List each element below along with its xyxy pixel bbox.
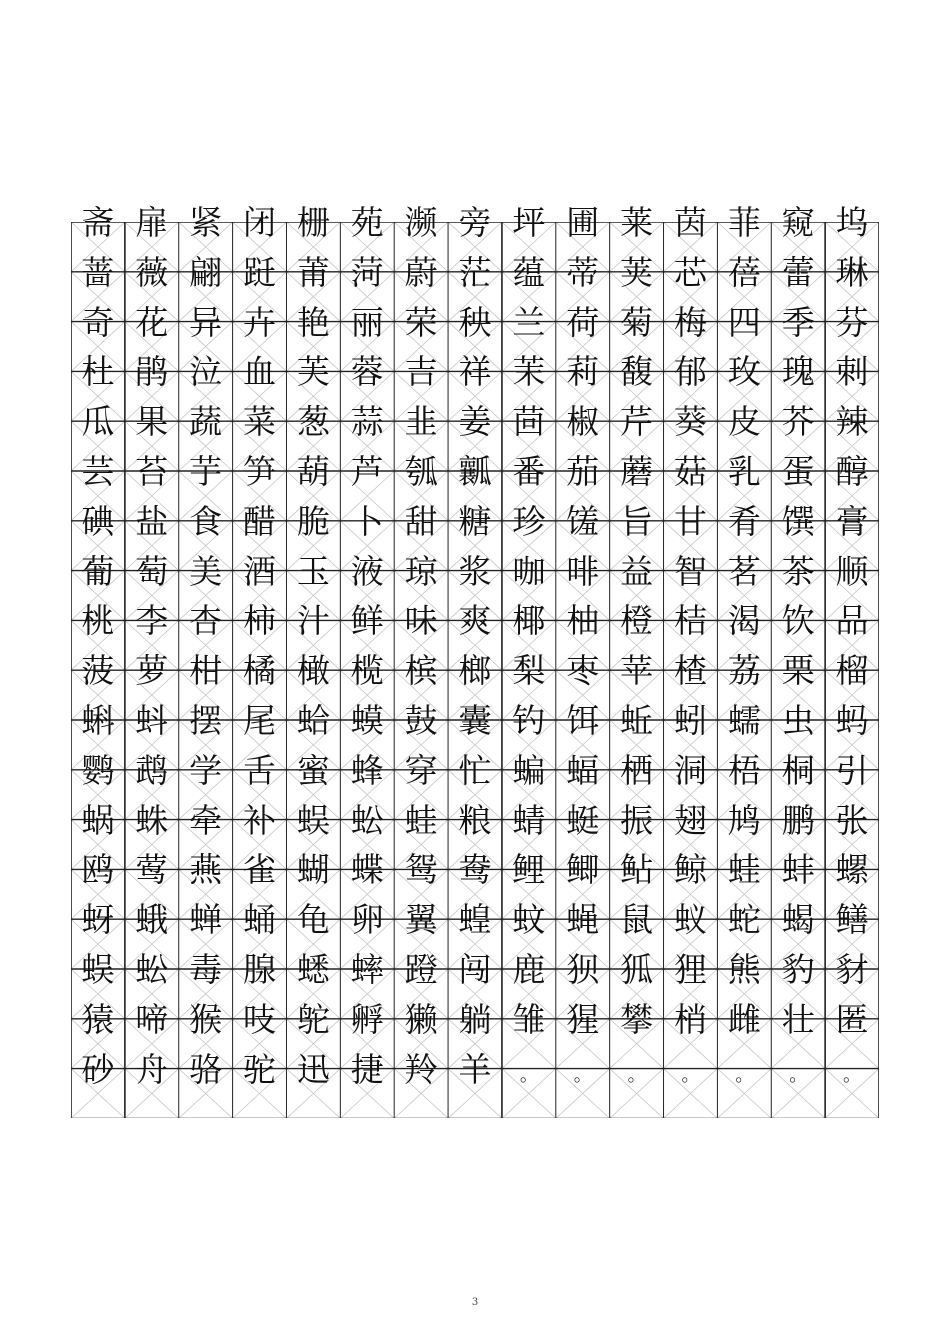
practice-character: 饵 (566, 701, 600, 740)
character-rows (71, 203, 879, 1118)
practice-character: 坪 (512, 203, 546, 242)
practice-character: 翼 (404, 900, 438, 940)
practice-character: 蟆 (350, 701, 384, 740)
practice-character: 菊 (620, 302, 654, 342)
practice-character: 驼 (243, 1049, 277, 1089)
practice-character: 穿 (404, 750, 438, 790)
practice-character: 荷 (566, 302, 600, 342)
practice-character: 乳 (727, 452, 761, 491)
practice-character: 蚁 (673, 900, 707, 940)
practice-character: 蛤 (296, 701, 330, 740)
practice-character: 砂 (81, 1049, 115, 1089)
practice-character: 。 (789, 1064, 808, 1086)
practice-character: 蕴 (512, 252, 546, 292)
practice-character: 蘑 (620, 452, 654, 491)
practice-character: 荚 (620, 252, 654, 292)
practice-character: 韭 (404, 402, 438, 442)
practice-character: 狸 (673, 950, 707, 989)
practice-character: 梅 (673, 302, 707, 342)
practice-character: 饮 (781, 601, 815, 641)
practice-character: 狈 (566, 950, 600, 989)
practice-character: 馥 (620, 352, 654, 392)
practice-character: 桃 (81, 601, 115, 641)
practice-character: 洞 (673, 750, 707, 790)
practice-character: 羚 (404, 1049, 438, 1089)
practice-character: 兰 (512, 302, 546, 342)
practice-character: 蔷 (81, 252, 115, 292)
practice-character: 雀 (243, 850, 277, 890)
practice-character: 蜗 (81, 800, 115, 840)
practice-character: 茉 (512, 352, 546, 392)
practice-character: 鼓 (404, 701, 438, 740)
practice-character: 鸳 (404, 850, 438, 890)
practice-character: 鲫 (566, 850, 600, 890)
practice-character: 液 (350, 551, 384, 591)
practice-character: 蚜 (81, 900, 115, 940)
practice-character: 槟 (404, 651, 438, 691)
practice-character: 甜 (404, 501, 438, 541)
practice-character: 栗 (781, 651, 815, 691)
practice-character: 姜 (458, 402, 492, 442)
practice-character: 美 (189, 551, 223, 591)
practice-character: 圃 (566, 203, 600, 242)
practice-character: 鸠 (727, 800, 761, 840)
practice-character: 熊 (727, 950, 761, 989)
practice-character: 芯 (673, 252, 707, 292)
practice-character: 柿 (243, 601, 277, 641)
practice-character: 振 (620, 800, 654, 840)
practice-character: 鲇 (620, 850, 654, 890)
practice-character: 燕 (189, 850, 223, 890)
practice-character: 柚 (566, 601, 600, 641)
practice-character: 果 (135, 402, 169, 442)
practice-character: 奇 (81, 302, 115, 342)
practice-character: 坞 (835, 203, 869, 242)
practice-character: 脆 (296, 501, 330, 541)
practice-character: 。 (843, 1064, 862, 1086)
practice-character: 甘 (673, 501, 707, 541)
practice-character: 蝠 (566, 750, 600, 790)
practice-character: 莉 (566, 352, 600, 392)
practice-character: 羊 (458, 1049, 492, 1089)
practice-character: 异 (189, 302, 223, 342)
practice-character: 学 (189, 750, 223, 790)
character-row (71, 1049, 879, 1119)
practice-character: 翩 (189, 252, 223, 292)
practice-character: 葵 (673, 402, 707, 442)
practice-character: 瓜 (81, 402, 115, 442)
practice-character: 鸯 (458, 850, 492, 890)
practice-character: 祥 (458, 352, 492, 392)
practice-character: 鸵 (296, 999, 330, 1039)
practice-character: 蚣 (135, 950, 169, 989)
practice-character: 蹬 (404, 950, 438, 989)
practice-character: 莆 (296, 252, 330, 292)
practice-character: 龟 (296, 900, 330, 940)
practice-character: 笋 (243, 452, 277, 491)
practice-character: 蔚 (404, 252, 438, 292)
practice-character: 栅 (296, 203, 330, 242)
practice-character: 菲 (727, 203, 761, 242)
practice-character: 菇 (673, 452, 707, 491)
practice-character: 蛹 (243, 900, 277, 940)
practice-character: 蜓 (566, 800, 600, 840)
practice-character: 茶 (781, 551, 815, 591)
practice-character: 芸 (81, 452, 115, 491)
practice-character: 馐 (566, 501, 600, 541)
practice-character: 鲜 (350, 601, 384, 641)
practice-character: 迅 (296, 1049, 330, 1089)
practice-character: 蝶 (350, 850, 384, 890)
practice-character: 馔 (781, 501, 815, 541)
practice-character: 匿 (835, 999, 869, 1039)
practice-character: 茴 (512, 402, 546, 442)
practice-character: 引 (835, 750, 869, 790)
practice-sheet (71, 203, 879, 1118)
practice-character: 钓 (512, 701, 546, 740)
practice-character: 泣 (189, 352, 223, 392)
practice-character: 碘 (81, 501, 115, 541)
practice-character: 毒 (189, 950, 223, 989)
practice-character: 蚪 (135, 701, 169, 740)
practice-character: 囊 (458, 701, 492, 740)
practice-character: 跹 (243, 252, 277, 292)
practice-character: 栖 (620, 750, 654, 790)
practice-character: 爽 (458, 601, 492, 641)
practice-character: 蝉 (189, 900, 223, 940)
practice-character: 瓤 (458, 452, 492, 491)
practice-character: 肴 (727, 501, 761, 541)
practice-character: 益 (620, 551, 654, 591)
practice-character: 秧 (458, 302, 492, 342)
practice-character: 。 (519, 1064, 538, 1086)
practice-character: 蛙 (404, 800, 438, 840)
practice-character: 珍 (512, 501, 546, 541)
practice-character: 翅 (673, 800, 707, 840)
practice-character: 蓓 (727, 252, 761, 292)
practice-character: 蛾 (135, 900, 169, 940)
practice-character: 舌 (243, 750, 277, 790)
practice-character: 鹏 (781, 800, 815, 840)
practice-character: 蝙 (512, 750, 546, 790)
practice-character: 腺 (243, 950, 277, 989)
practice-character: 桐 (781, 750, 815, 790)
practice-character: 壮 (781, 999, 815, 1039)
practice-character: 螺 (835, 850, 869, 890)
practice-character: 闯 (458, 950, 492, 989)
practice-character: 攀 (620, 999, 654, 1039)
practice-character: 酒 (243, 551, 277, 591)
practice-character: 斋 (81, 203, 115, 242)
practice-character: 萝 (135, 651, 169, 691)
practice-character: 芙 (296, 352, 330, 392)
practice-character: 榴 (835, 651, 869, 691)
practice-character: 芦 (350, 452, 384, 491)
practice-character: 橙 (620, 601, 654, 641)
practice-character: 杜 (81, 352, 115, 392)
practice-character: 蝌 (81, 701, 115, 740)
practice-character: 蚯 (620, 701, 654, 740)
practice-character: 蝇 (566, 900, 600, 940)
practice-character: 蠕 (727, 701, 761, 740)
practice-character: 。 (573, 1064, 592, 1086)
practice-character: 鳝 (835, 900, 869, 940)
practice-character: 茵 (673, 203, 707, 242)
practice-character: 蟋 (296, 950, 330, 989)
practice-character: 瑰 (781, 352, 815, 392)
practice-character: 玫 (727, 352, 761, 392)
practice-character: 汁 (296, 601, 330, 641)
practice-character: 孵 (350, 999, 384, 1039)
practice-character: 蚂 (835, 701, 869, 740)
practice-character: 吱 (243, 999, 277, 1039)
practice-character: 闭 (243, 203, 277, 242)
practice-character: 丽 (350, 302, 384, 342)
practice-character: 郁 (673, 352, 707, 392)
practice-character: 蜈 (296, 800, 330, 840)
practice-character: 李 (135, 601, 169, 641)
practice-character: 渴 (727, 601, 761, 641)
practice-character: 味 (404, 601, 438, 641)
practice-character: 啡 (566, 551, 600, 591)
practice-character: 柑 (189, 651, 223, 691)
practice-character: 蛙 (727, 850, 761, 890)
practice-character: 紧 (189, 203, 223, 242)
practice-character: 芋 (189, 452, 223, 491)
practice-character: 艳 (296, 302, 330, 342)
practice-character: 枣 (566, 651, 600, 691)
practice-character: 橄 (296, 651, 330, 691)
practice-character: 忙 (458, 750, 492, 790)
practice-character: 蚊 (512, 900, 546, 940)
practice-character: 鹃 (135, 352, 169, 392)
practice-character: 蚓 (673, 701, 707, 740)
practice-character: 琳 (835, 252, 869, 292)
practice-character: 葱 (296, 402, 330, 442)
practice-character: 蕾 (781, 252, 815, 292)
practice-character: 玉 (296, 551, 330, 591)
practice-character: 芬 (835, 302, 869, 342)
practice-character: 旁 (458, 203, 492, 242)
practice-character: 醋 (243, 501, 277, 541)
practice-character: 蒂 (566, 252, 600, 292)
practice-character: 花 (135, 302, 169, 342)
practice-character: 狐 (620, 950, 654, 989)
practice-character: 。 (681, 1064, 700, 1086)
practice-character: 顺 (835, 551, 869, 591)
practice-character: 。 (735, 1064, 754, 1086)
practice-character: 鲸 (673, 850, 707, 890)
practice-character: 粮 (458, 800, 492, 840)
practice-character: 辣 (835, 402, 869, 442)
practice-character: 糖 (458, 501, 492, 541)
practice-character: 瓠 (404, 452, 438, 491)
practice-character: 荣 (404, 302, 438, 342)
practice-character: 鲤 (512, 850, 546, 890)
practice-character: 榄 (350, 651, 384, 691)
practice-character: 蟀 (350, 950, 384, 989)
practice-character: 。 (627, 1064, 646, 1086)
practice-character: 骆 (189, 1049, 223, 1089)
practice-character: 捷 (350, 1049, 384, 1089)
practice-character: 窥 (781, 203, 815, 242)
practice-character: 牵 (189, 800, 223, 840)
practice-character: 荔 (727, 651, 761, 691)
practice-character: 蝎 (781, 900, 815, 940)
practice-character: 鼠 (620, 900, 654, 940)
practice-character: 蚣 (350, 800, 384, 840)
practice-character: 芥 (781, 402, 815, 442)
practice-character: 琼 (404, 551, 438, 591)
practice-character: 季 (781, 302, 815, 342)
practice-character: 蜜 (296, 750, 330, 790)
practice-character: 莺 (135, 850, 169, 890)
practice-character: 尾 (243, 701, 277, 740)
practice-character: 鹉 (135, 750, 169, 790)
page-number: 3 (471, 1297, 479, 1308)
practice-character: 菏 (350, 252, 384, 292)
practice-character: 濒 (404, 203, 438, 242)
practice-character: 茄 (566, 452, 600, 491)
practice-character: 椒 (566, 402, 600, 442)
practice-character: 梢 (673, 999, 707, 1039)
practice-character: 蓉 (350, 352, 384, 392)
practice-character: 苹 (620, 651, 654, 691)
practice-character: 蔬 (189, 402, 223, 442)
practice-character: 卜 (350, 501, 384, 541)
practice-character: 食 (189, 501, 223, 541)
practice-character: 蜻 (512, 800, 546, 840)
practice-character: 橘 (243, 651, 277, 691)
practice-character: 虫 (781, 701, 815, 740)
practice-character: 番 (512, 452, 546, 491)
practice-character: 猿 (81, 999, 115, 1039)
practice-character: 莱 (620, 203, 654, 242)
practice-character: 品 (835, 601, 869, 641)
practice-character: 蝗 (458, 900, 492, 940)
practice-character: 芹 (620, 402, 654, 442)
practice-character: 蒜 (350, 402, 384, 442)
practice-character: 苑 (350, 203, 384, 242)
practice-character: 膏 (835, 501, 869, 541)
practice-character: 薇 (135, 252, 169, 292)
practice-character: 雏 (512, 999, 546, 1039)
practice-character: 旨 (620, 501, 654, 541)
practice-character: 葫 (296, 452, 330, 491)
practice-character: 椰 (512, 601, 546, 641)
practice-character: 苔 (135, 452, 169, 491)
practice-character: 豺 (835, 950, 869, 989)
practice-character: 楂 (673, 651, 707, 691)
practice-character: 獭 (404, 999, 438, 1039)
practice-character: 摆 (189, 701, 223, 740)
practice-character: 葡 (81, 551, 115, 591)
practice-character: 菠 (81, 651, 115, 691)
practice-character: 猩 (566, 999, 600, 1039)
practice-character: 补 (243, 800, 277, 840)
practice-character: 蛇 (727, 900, 761, 940)
practice-character: 蚌 (781, 850, 815, 890)
practice-character: 蜂 (350, 750, 384, 790)
practice-character: 蜈 (81, 950, 115, 989)
practice-character: 榔 (458, 651, 492, 691)
practice-character: 张 (835, 800, 869, 840)
practice-character: 菜 (243, 402, 277, 442)
practice-character: 蛛 (135, 800, 169, 840)
practice-character: 卉 (243, 302, 277, 342)
practice-character: 鹿 (512, 950, 546, 989)
practice-character: 血 (243, 352, 277, 392)
practice-character: 皮 (727, 402, 761, 442)
practice-character: 雌 (727, 999, 761, 1039)
practice-character: 鸥 (81, 850, 115, 890)
practice-character: 卵 (350, 900, 384, 940)
practice-character: 扉 (135, 203, 169, 242)
practice-character: 躺 (458, 999, 492, 1039)
practice-character: 桔 (673, 601, 707, 641)
practice-character: 茗 (727, 551, 761, 591)
practice-character: 梧 (727, 750, 761, 790)
practice-character: 鹦 (81, 750, 115, 790)
practice-character: 浆 (458, 551, 492, 591)
practice-character: 四 (727, 302, 761, 342)
practice-character: 醇 (835, 452, 869, 491)
practice-character: 舟 (135, 1049, 169, 1089)
practice-character: 萄 (135, 551, 169, 591)
practice-character: 咖 (512, 551, 546, 591)
practice-character: 智 (673, 551, 707, 591)
practice-character: 豹 (781, 950, 815, 989)
practice-character: 吉 (404, 352, 438, 392)
practice-character: 啼 (135, 999, 169, 1039)
practice-character: 盐 (135, 501, 169, 541)
practice-character: 蝴 (296, 850, 330, 890)
practice-character: 蛋 (781, 452, 815, 491)
practice-character: 杏 (189, 601, 223, 641)
practice-character: 猴 (189, 999, 223, 1039)
practice-character: 刺 (835, 352, 869, 392)
practice-character: 茫 (458, 252, 492, 292)
practice-character: 梨 (512, 651, 546, 691)
